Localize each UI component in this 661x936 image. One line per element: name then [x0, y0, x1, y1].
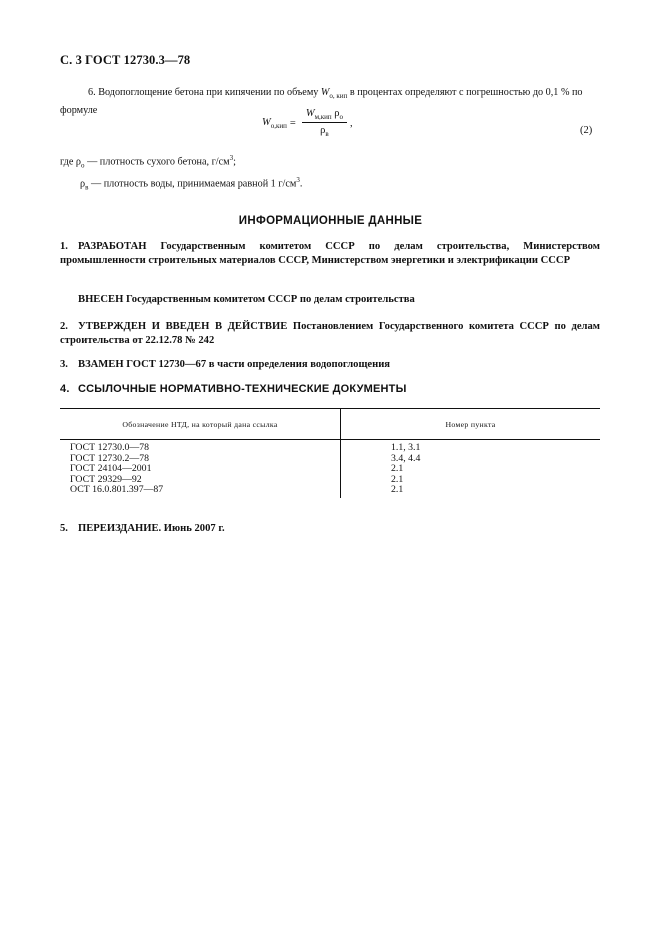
paragraph-6-text-before: 6. Водопоглощение бетона при кипячении по объему [88, 87, 321, 98]
paragraph-6-symbol: W [320, 87, 330, 98]
where-block [60, 151, 302, 196]
table-cell-clause: 2.1 [391, 463, 404, 475]
table-cell-clause: 2.1 [391, 484, 404, 496]
formula-number: (2) [580, 125, 593, 136]
table-cell-designation: ГОСТ 24104—2001 [60, 464, 341, 475]
info-item-4: 4. ССЫЛОЧНЫЕ НОРМАТИВНО-ТЕХНИЧЕСКИЕ ДОКУМЕНТЫ [60, 383, 407, 395]
info-item-3: 3. ВЗАМЕН ГОСТ 12730—67 в части определения водопоглощения [60, 359, 391, 370]
formula-comma: , [350, 117, 353, 129]
table-row [60, 485, 600, 498]
formula-lhs: $W_{о,кип}$ [262, 116, 287, 130]
reference-documents-table [60, 408, 600, 498]
table-cell-designation: ГОСТ 12730.0—78 [60, 440, 341, 454]
formula-fraction [302, 108, 347, 138]
table-header-designation: Обозначение НТД, на который дана ссылка [60, 409, 341, 440]
formula-denominator: $\rho_в$ [320, 125, 329, 139]
formula-equals: = [289, 117, 296, 129]
formula [262, 108, 353, 138]
paragraph-6-text-after: в процентах определяют с погрешностью до 0,1 % по формуле [60, 87, 583, 116]
table-row [60, 440, 600, 454]
table-cell-designation: ГОСТ 12730.2—78 [60, 454, 341, 465]
section-title: ИНФОРМАЦИОННЫЕ ДАННЫЕ [238, 215, 423, 227]
info-item-2: 2. УТВЕРЖДЕН И ВВЕДЕН В ДЕЙСТВИЕ Постановлением Государственного комитета СССР по делам строительства от 22.12.78 № 242 [60, 321, 600, 346]
where-line-2: $\rho_в$ — плотность воды, принимаемая равной 1 $г/см^3$. [80, 176, 303, 192]
page-header: С. 3 ГОСТ 12730.3—78 [60, 53, 191, 67]
table-cell-clause: 3.4, 4.4 [391, 452, 421, 464]
formula-numerator: $W_{м,кип}$ $\rho_о$ [302, 108, 347, 123]
table-cell-designation: ОСТ 16.0.801.397—87 [60, 485, 341, 498]
info-item-5: 5. ПЕРЕИЗДАНИЕ. Июнь 2007 г. [60, 523, 225, 534]
paragraph-6-symbol-sub: о, кип [329, 92, 348, 101]
info-item-1-submitted: ВНЕСЕН Государственным комитетом СССР по делам строительства [78, 294, 415, 305]
table-header-row [60, 409, 600, 440]
table-cell-clause: 1.1, 3.1 [391, 442, 421, 453]
table-header-clause: Номер пункта [341, 409, 601, 440]
where-line-1: где $\rho_о$ — плотность сухого бетона, $г/см^3$; [60, 154, 236, 170]
table-cell-designation: ГОСТ 29329—92 [60, 475, 341, 486]
info-item-1: 1. РАЗРАБОТАН Государственным комитетом СССР по делам строительства, Министерством промышленности строительных материалов СССР, Министерством энергетики и электрификации СССР [60, 241, 600, 266]
table-cell-clause: 2.1 [391, 473, 404, 485]
